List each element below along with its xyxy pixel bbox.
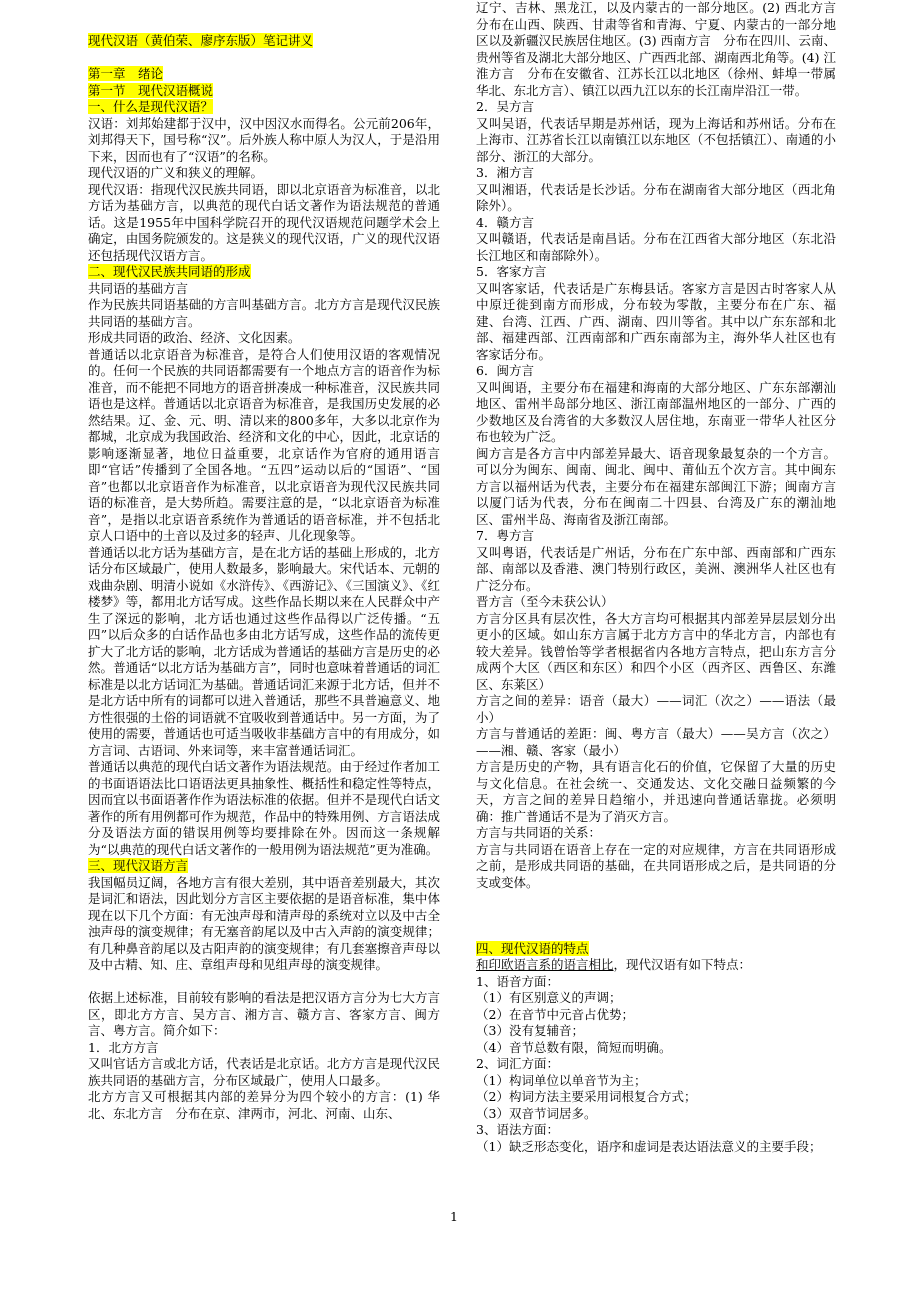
left-heading: [88, 66, 440, 83]
left-paragraph: 普通话以北方话为基础方言，是在北方话的基础上形成的，北方话分布区域最广，使用人数最多，影响最大。宋代话本、元朝的戏曲杂剧、明清小说如《水浒传》、《西游记》、《三国演义》、《红楼梦》等，都用北方话写成。这些作品长期以来在人民群众中产生了深远的影响，北方话也通过这些作品得以广泛传播。“五四”以后众多的白话作品也多由北方话写成，这些作品的流传更扩大了北方话的影响，北方话成为普通话的基础方言是历史的必然。普通话“以北方话为基础方言”，同时也意味着普通话的词汇标准是以北方话词汇为基础。普通话词汇来源于北方话，但并不是北方话中所有的词都可以进入普通话，那些不具普遍意义、地方性很强的土俗的词语就不宜吸收到普通话中。另一方面，为了使用的需要，普通话也可适当吸收非基础方言中的有用成分，如方言词、古语词、外来词等，来丰富普通话词汇。: [88, 544, 440, 758]
left-paragraph: 普通话以北京语音为标准音，是符合人们使用汉语的客观情况的。任何一个民族的共同语都需要有一个地点方言的语音作为标准音，而不能把不同地方的语音拼凑成一种标准音，汉民族共同语也是这样。普通话以北京语音为标准音，是我国历史发展的必然结果。辽、金、元、明、清以来的800多年，大多以北京作为都城，北京成为我国政治、经济和文化的中心，因此，北京话的影响逐渐显著，地位日益重要，北京话作为官府的通用语言即“官话”传播到了全国各地。“五四”运动以后的“国语”、“国音”也都以北京语音作为标准音，以北京语音为现代汉民族共同语的标准音，是大势所趋。需要注意的是，“以北京语音为标准音”，是指以北京语音系统作为普通话的语音标准，并不包括北京人口语中的土音以及过多的轻声、儿化现象等。: [88, 346, 440, 543]
right-paragraph: 方言与共同语的关系：: [476, 825, 602, 840]
right-paragraph: 又叫湘语，代表话是长沙话。分布在湖南省大部分地区（西北角除外）。: [476, 181, 836, 213]
right-paragraph: （3）双音节词居多。: [476, 1105, 597, 1121]
right-paragraph: 晋方言（至今未获公认）: [476, 594, 614, 609]
right-paragraph: 2．吴方言: [476, 99, 534, 114]
left-heading: [88, 33, 440, 50]
left-paragraph: 现代汉语的广义和狭义的理解。: [88, 165, 264, 180]
left-paragraph: 1．北方方言: [88, 1039, 159, 1055]
blank-line: [476, 891, 836, 908]
highlighted-heading-text: 二、现代汉民族共同语的形成: [88, 264, 251, 279]
blank-line: [476, 924, 836, 941]
blank-line: [88, 50, 440, 67]
left-paragraph: 现代汉语：指现代汉民族共同语，即以北京语音为标准音，以北方话为基础方言，以典范的现代白话文著作为语法规范的普通话。这是1955年中国科学院召开的现代汉语规范问题学术会上确定，由国务院颁发的。这是狭义的现代汉语，广义的现代汉语还包括现代汉语方言。: [88, 181, 440, 263]
blank-line: [88, 17, 440, 34]
highlighted-heading-text: 三、现代汉语方言: [88, 858, 189, 873]
right-paragraph: 又叫客家话，代表话是广东梅县话。客家方言是因古时客家人从中原迁徙到南方而形成，分布较为零散，主要分布在广东、福建、台湾、江西、广西、湖南、四川等省。其中以广东东部和北部、福建西部、江西南部和广西东南部为主，海外华人社区也有客家话分布。: [476, 280, 836, 362]
right-paragraph: 4．赣方言: [476, 214, 534, 230]
left-paragraph: 北方方言又可根据其内部的差异分为四个较小的方言：(1) 华北、东北方言 分布在京、津两市，河北、河南、山东、: [88, 1089, 440, 1121]
highlighted-heading-text: 现代汉语（黄伯荣、廖序东版）笔记讲义: [88, 33, 314, 48]
left-paragraph: 普通话以典范的现代白话文著作为语法规范。由于经过作者加工的书面语语法比口语语法更具抽象性、概括性和稳定性等特点，因而宜以书面语著作作为语法标准的依据。但并不是现代白话文著作的所有用例都可作为规范，作品中的特殊用例、方言语法成分及语法方面的错误用例等均要排除在外。因而这一条规解为“以典范的现代白话文著作的一般用例为语法规范”更为准确。: [88, 759, 440, 857]
highlighted-heading-text: 第一节 现代汉语概说: [88, 82, 214, 98]
phrase-rest: ，现代汉语有如下特点：: [613, 957, 752, 972]
highlighted-heading-text: 一、什么是现代汉语？: [88, 99, 214, 114]
right-paragraph: 6．闽方言: [476, 363, 534, 378]
right-paragraph: 7．粤方言: [476, 528, 534, 543]
right-heading: [476, 941, 836, 958]
right-paragraph: 3、语法方面：: [476, 1122, 559, 1137]
left-paragraph: 依据上述标准，目前较有影响的看法是把汉语方言分为七大方言区，即北方方言、吴方言、湘方言、赣方言、客家方言、闽方言、粤方言。简介如下：: [88, 990, 440, 1038]
page-number: 1: [450, 1209, 458, 1224]
left-paragraph: 我国幅员辽阔，各地方言有很大差别，其中语音差别最大，其次是词汇和语法，因此划分方言区主要依据的是语音标准，集中体现在以下几个方面：有无浊声母和清声母的系统对立以及中古全浊声母的演变规律；有无塞音韵尾以及中古入声韵的演变规律；有几种鼻音韵尾以及古阳声韵的演变规律；有几套塞擦音声母以及中古精、知、庄、章组声母和见组声母的演变规律。: [88, 874, 440, 972]
left-paragraph: 共同语的基础方言: [88, 280, 189, 296]
left-paragraph: 汉语：刘邦始建都于汉中，汉中因汉水而得名。公元前206年，刘邦得天下，国号称“汉”。后外族人称中原人为汉人，于是沿用下来，因而也有了“汉语”的名称。: [88, 115, 440, 164]
right-paragraph: 3．湘方言: [476, 165, 534, 180]
right-paragraph: 又叫吴语，代表话早期是苏州话，现为上海话和苏州话。分布在上海市、江苏省长江以南镇江以东地区（不包括镇江）、南通的小部分、浙江的大部分。: [476, 115, 836, 164]
right-paragraph: 方言分区具有层次性，各大方言均可根据其内部差异层层划分出更小的区域。如山东方言属于北方方言中的华北方言，内部也有较大差异。钱曾怡等学者根据省内各地方言特点，把山东方言分成两个大区（西区和东区）和四个小区（西齐区、西鲁区、东潍区、东莱区）: [476, 610, 836, 692]
right-paragraph: （1）构词单位以单音节为主；: [476, 1072, 647, 1088]
highlighted-heading-text: 第一章 绪论: [88, 66, 164, 81]
right-paragraph: （1）有区别意义的声调；: [476, 990, 622, 1005]
right-paragraph: 又叫赣语，代表话是南昌话。分布在江西省大部分地区（东北沿长江地区和南部除外）。: [476, 231, 836, 263]
right-paragraph: 方言是历史的产物，具有语言化石的价值，它保留了大量的历史与文化信息。在社会统一、交通发达、文化交融日益频繁的今天，方言之间的差异日趋缩小，并迅速向普通话靠拢。必须明确：推广普通话不是为了消灭方言。: [476, 759, 836, 824]
blank-line: [88, 0, 440, 17]
left-paragraph: 又叫官话方言或北方话，代表话是北京话。北方方言是现代汉民族共同语的基础方言，分布区域最广，使用人口最多。: [88, 1056, 440, 1088]
right-paragraph: 方言之间的差异：语音（最大）——词汇（次之）——语法（最小）: [476, 693, 836, 725]
left-paragraph: 作为民族共同语基础的方言叫基础方言。北方方言是现代汉民族共同语的基础方言。: [88, 297, 440, 329]
blank-line: [476, 908, 836, 925]
right-paragraph: （2）构词方法主要采用词根复合方式；: [476, 1089, 697, 1104]
right-paragraph: 辽宁、吉林、黑龙江，以及内蒙古的一部分地区。(2) 西北方言 分布在山西、陕西、甘肃等省和青海、宁夏、内蒙古的一部分地区以及新疆汉民族居住地区。(3) 西南方言 分布在四川、云南、贵州等省及湖北大部分地区、广西西北部、湖南西北角等。(4) 江淮方言 分布在安徽省、江苏长江以北地区（徐州、蚌埠一带属华北、东北方言）、镇江以西九江以东的长江南岸沿江一带。: [476, 0, 849, 98]
right-paragraph: 又叫粤语，代表话是广州话，分布在广东中部、西南部和广西东部、南部以及香港、澳门特别行政区，美洲、澳洲华人社区也有广泛分布。: [476, 544, 836, 593]
left-heading: [88, 83, 440, 100]
left-column: [88, 0, 440, 1122]
left-paragraph: 形成共同语的政治、经济、文化因素。: [88, 330, 301, 345]
right-paragraph: 5．客家方言: [476, 264, 547, 279]
blank-line: [88, 974, 440, 991]
right-column: [476, 0, 849, 1155]
right-paragraph: [476, 957, 836, 974]
right-paragraph: 闽方言是各方言中内部差异最大、语音现象最复杂的一个方言。可以分为闽东、闽南、闽北、闽中、莆仙五个次方言。其中闽东方言以福州话为代表，主要分布在福建东部闽江下游；闽南方言以厦门话为代表，分布在闽南二十四县、台湾及广东的潮汕地区、雷州半岛、海南省及浙江南部。: [476, 445, 836, 527]
right-paragraph: 又叫闽语，主要分布在福建和海南的大部分地区、广东东部潮汕地区、雷州半岛部分地区、浙江南部温州地区的一部分、广西的少数地区及台湾省的大多数汉人居住地，东南亚一带华人社区分布也较为广泛。: [476, 379, 836, 444]
right-paragraph: （4）音节总数有限，简短而明确。: [476, 1039, 672, 1055]
right-paragraph: （1）缺乏形态变化，语序和虚词是表达语法意义的主要手段；: [476, 1138, 822, 1154]
left-heading: [88, 264, 440, 281]
left-heading: [88, 858, 440, 875]
underlined-phrase: 和印欧语言系的语言相比: [476, 957, 614, 972]
right-paragraph: 方言与共同语在语音上存在一定的对应规律，方言在共同语形成之前，是形成共同语的基础，在共同语形成之后，是共同语的分支或变体。: [476, 841, 836, 890]
right-paragraph: （3）没有复辅音；: [476, 1023, 584, 1038]
right-paragraph: 1、语音方面：: [476, 973, 559, 989]
highlighted-heading-text: 四、现代汉语的特点: [476, 940, 589, 956]
right-paragraph: 2、词汇方面：: [476, 1056, 559, 1071]
right-paragraph: 方言与普通话的差距：闽、粤方言（最大）——吴方言（次之）——湘、赣、客家（最小）: [476, 726, 836, 758]
right-paragraph: （2）在音节中元音占优势；: [476, 1006, 634, 1022]
left-heading: [88, 99, 440, 116]
